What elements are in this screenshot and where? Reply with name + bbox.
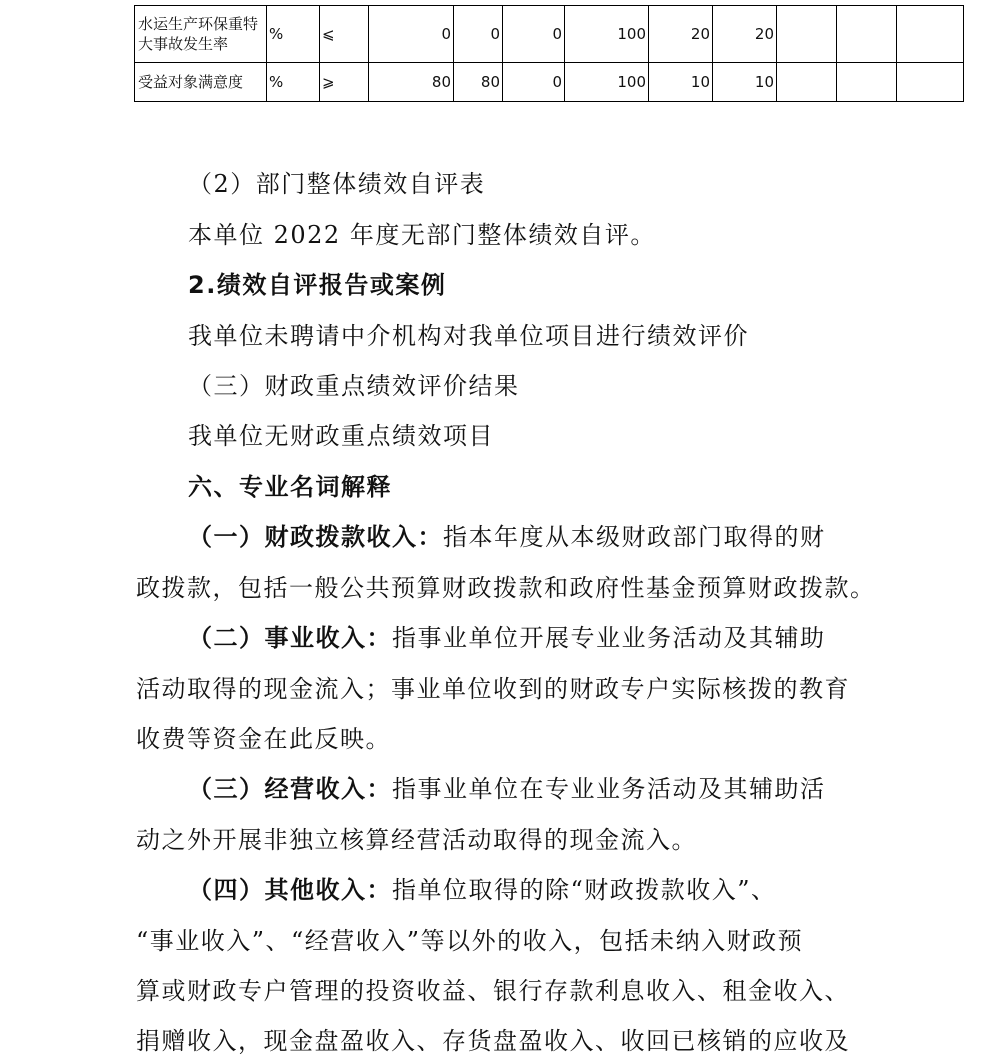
table-cell: 10: [713, 63, 777, 102]
table-cell: 100: [565, 6, 649, 63]
paragraph: 我单位未聘请中介机构对我单位项目进行绩效评价: [188, 322, 749, 350]
empty-cell: [897, 63, 964, 102]
definition-text: 指本年度从本级财政部门取得的财: [443, 523, 826, 551]
table-cell: 0: [503, 63, 565, 102]
definition-term: （四）其他收入：: [188, 875, 392, 904]
table-cell: 80: [369, 63, 454, 102]
definition-term: （二）事业收入：: [188, 623, 392, 652]
paragraph: 本单位 2022 年度无部门整体绩效自评。: [188, 221, 656, 249]
empty-cell: [897, 6, 964, 63]
section-heading: 六、专业名词解释: [188, 473, 392, 501]
empty-cell: [837, 63, 897, 102]
table-cell: 80: [454, 63, 503, 102]
definition-line: 政拨款，包括一般公共预算财政拨款和政府性基金预算财政拨款。: [136, 574, 876, 602]
definition-line: “事业收入”、“经营收入”等以外的收入，包括未纳入财政预: [136, 927, 804, 955]
performance-indicator-table: [134, 5, 964, 102]
indicator-unit: %: [267, 6, 320, 63]
definition-line: [188, 521, 826, 553]
definition-term: （一）财政拨款收入：: [188, 522, 443, 551]
definition-text: 指单位取得的除“财政拨款收入”、: [392, 876, 777, 904]
section-heading: 2.绩效自评报告或案例: [188, 271, 447, 299]
table-cell: 0: [454, 6, 503, 63]
definition-line: 算或财政专户管理的投资收益、银行存款利息收入、租金收入、: [136, 977, 850, 1005]
indicator-name: 受益对象满意度: [135, 63, 267, 102]
empty-cell: [777, 6, 837, 63]
table-cell: 100: [565, 63, 649, 102]
subsection-heading: （三）财政重点绩效评价结果: [188, 372, 520, 400]
empty-cell: [777, 63, 837, 102]
definition-line: 捐赠收入，现金盘盈收入、存货盘盈收入、收回已核销的应收及: [136, 1027, 850, 1055]
indicator-operator: ⩽: [320, 6, 369, 63]
definition-text: 指事业单位开展专业业务活动及其辅助: [392, 624, 826, 652]
table-cell: 10: [649, 63, 713, 102]
definition-text: 指事业单位在专业业务活动及其辅助活: [392, 775, 826, 803]
table-row: [135, 6, 964, 63]
definition-line: 收费等资金在此反映。: [136, 725, 391, 753]
table-cell: 20: [649, 6, 713, 63]
indicator-operator: ⩾: [320, 63, 369, 102]
table-cell: 0: [369, 6, 454, 63]
definition-line: 动之外开展非独立核算经营活动取得的现金流入。: [136, 826, 697, 854]
definition-line: [188, 874, 777, 906]
subsection-heading: （2）部门整体绩效自评表: [188, 170, 486, 198]
table-cell: 20: [713, 6, 777, 63]
paragraph: 我单位无财政重点绩效项目: [188, 422, 494, 450]
indicator-name: 水运生产环保重特大事故发生率: [135, 6, 267, 63]
definition-line: 活动取得的现金流入；事业单位收到的财政专户实际核拨的教育: [136, 675, 850, 703]
definition-line: [188, 622, 826, 654]
indicator-unit: %: [267, 63, 320, 102]
table-row: [135, 63, 964, 102]
definition-term: （三）经营收入：: [188, 774, 392, 803]
table-cell: 0: [503, 6, 565, 63]
definition-line: [188, 773, 826, 805]
empty-cell: [837, 6, 897, 63]
